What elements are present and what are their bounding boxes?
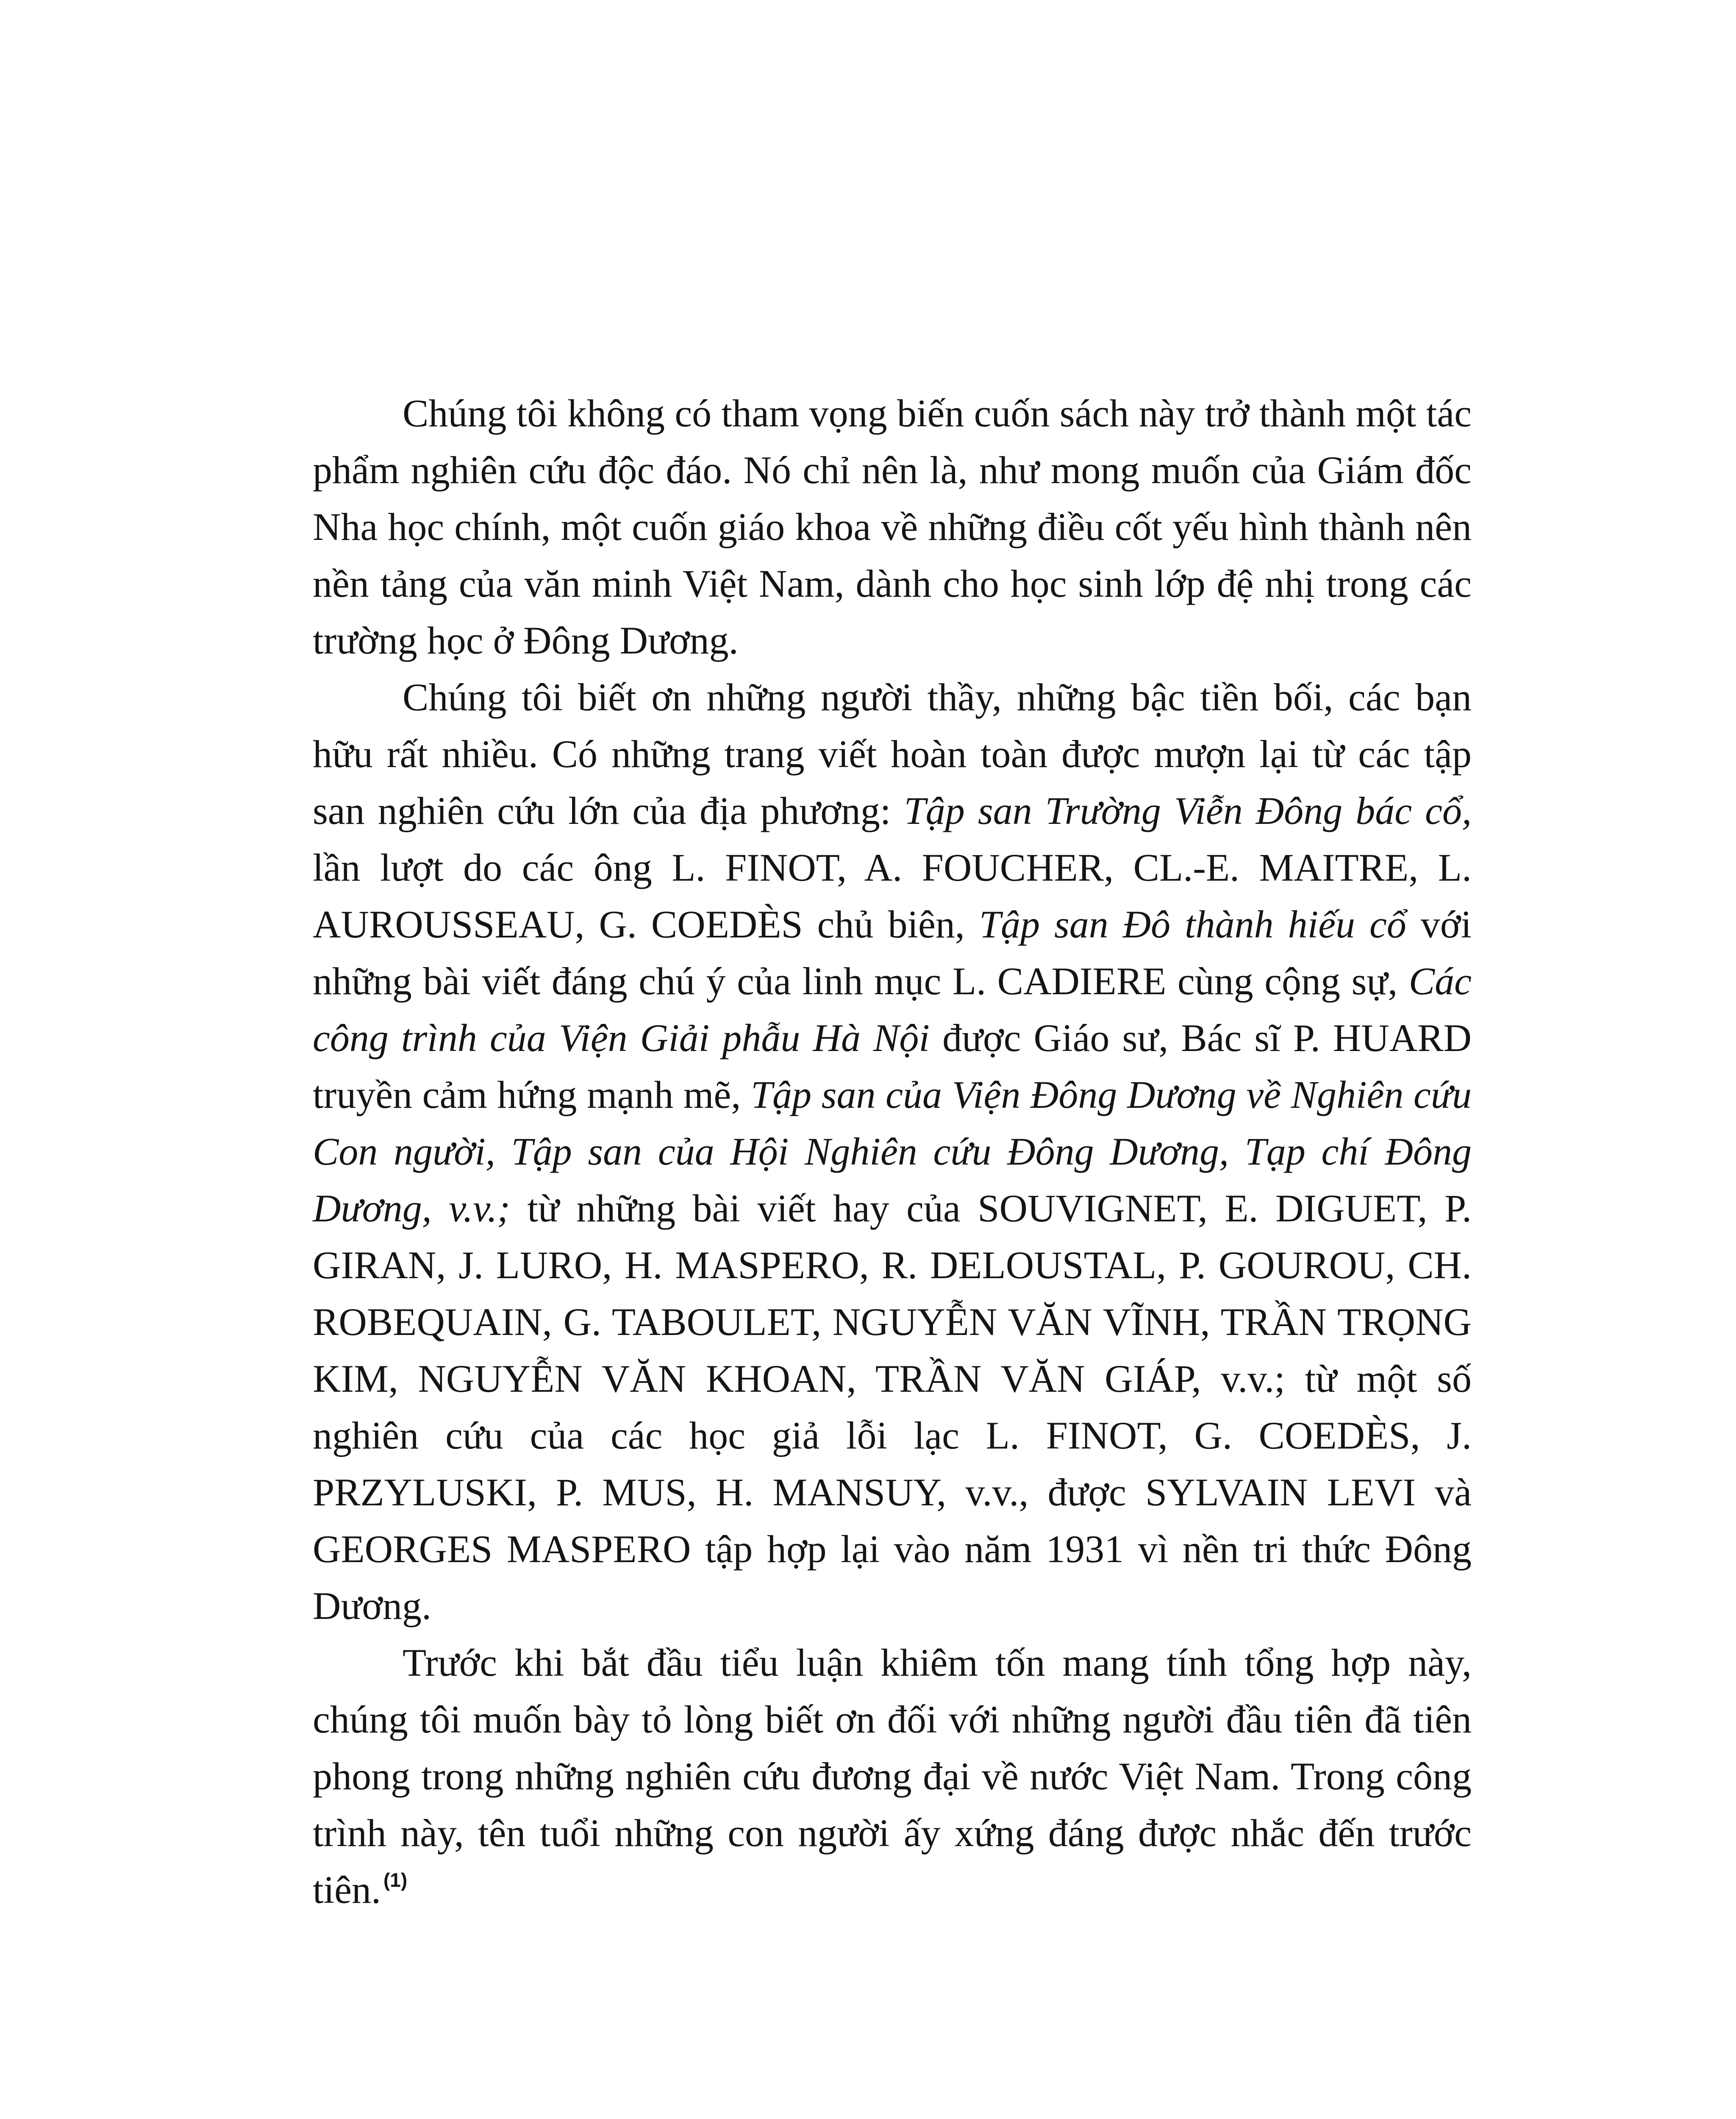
paragraph-2-text-4: được Giáo sư, Bác sĩ P. HUARD truyền cảm hứng mạnh mẽ, <box>313 1016 1472 1116</box>
journal-title-list: Tập san của Viện Đông Dương về Nghiên cứu Con người, Tập san của Hội Nghiên cứu Đông Dương, Tạp chí Đông Dương, v.v.; <box>313 1073 1472 1230</box>
paragraph-2-text-2: lần lượt do các ông L. FINOT, A. FOUCHER, CL.-E. MAITRE, L. AUROUSSEAU, G. COEDÈS chủ biên, <box>313 846 1472 946</box>
paragraph-1-text: Chúng tôi không có tham vọng biến cuốn sách này trở thành một tác phẩm nghiên cứu độc đáo. Nó chỉ nên là, như mong muốn của Giám đốc Nha học chính, một cuốn giáo khoa về những điều cốt yếu hình thành nên nền tảng của văn minh Việt Nam, dành cho học sinh lớp đệ nhị trong các trường học ở Đông Dương. <box>313 392 1472 662</box>
paragraph-3 <box>313 1634 1472 1918</box>
paragraph-2-text-5: từ những bài viết hay của SOUVIGNET, E. DIGUET, P. GIRAN, J. LURO, H. MASPERO, R. DELOUSTAL, P. GOUROU, CH. ROBEQUAIN, G. TABOULET, NGUYỄN VĂN VĨNH, TRẦN TRỌNG KIM, NGUYỄN VĂN KHOAN, TRẦN VĂN GIÁP, v.v.; từ một số nghiên cứu của các học giả lỗi lạc L. FINOT, G. COEDÈS, J. PRZYLUSKI, P. MUS, H. MANSUY, v.v., được SYLVAIN LEVI và GEORGES MASPERO tập hợp lại vào năm 1931 vì nền tri thức Đông Dương. <box>313 1187 1472 1627</box>
paragraph-2-text-3: với những bài viết đáng chú ý của linh mục L. CADIERE cùng cộng sự, <box>313 903 1472 1003</box>
main-text <box>313 385 1472 1918</box>
paragraph-2 <box>313 669 1472 1634</box>
paragraph-1 <box>313 385 1472 669</box>
paragraph-3-text: Trước khi bắt đầu tiểu luận khiêm tốn mang tính tổng hợp này, chúng tôi muốn bày tỏ lòng biết ơn đối với những người đầu tiên đã tiên phong trong những nghiên cứu đương đại về nước Việt Nam. Trong công trình này, tên tuổi những con người ấy xứng đáng được nhắc đến trước tiên. <box>313 1641 1472 1911</box>
journal-title-anatomy-institute: Các công trình của Viện Giải phẫu Hà Nội <box>313 959 1472 1060</box>
journal-title-bavh: Tập san Đô thành hiếu cổ <box>979 903 1406 946</box>
journal-title-befeo: Tập san Trường Viễn Đông bác cổ, <box>904 789 1472 832</box>
footnote-reference[interactable]: (1) <box>383 1869 408 1891</box>
paragraph-2-text-1: Chúng tôi biết ơn những người thầy, những bậc tiền bối, các bạn hữu rất nhiều. Có những trang viết hoàn toàn được mượn lại từ các tập san nghiên cứu lớn của địa phương: <box>313 676 1472 832</box>
